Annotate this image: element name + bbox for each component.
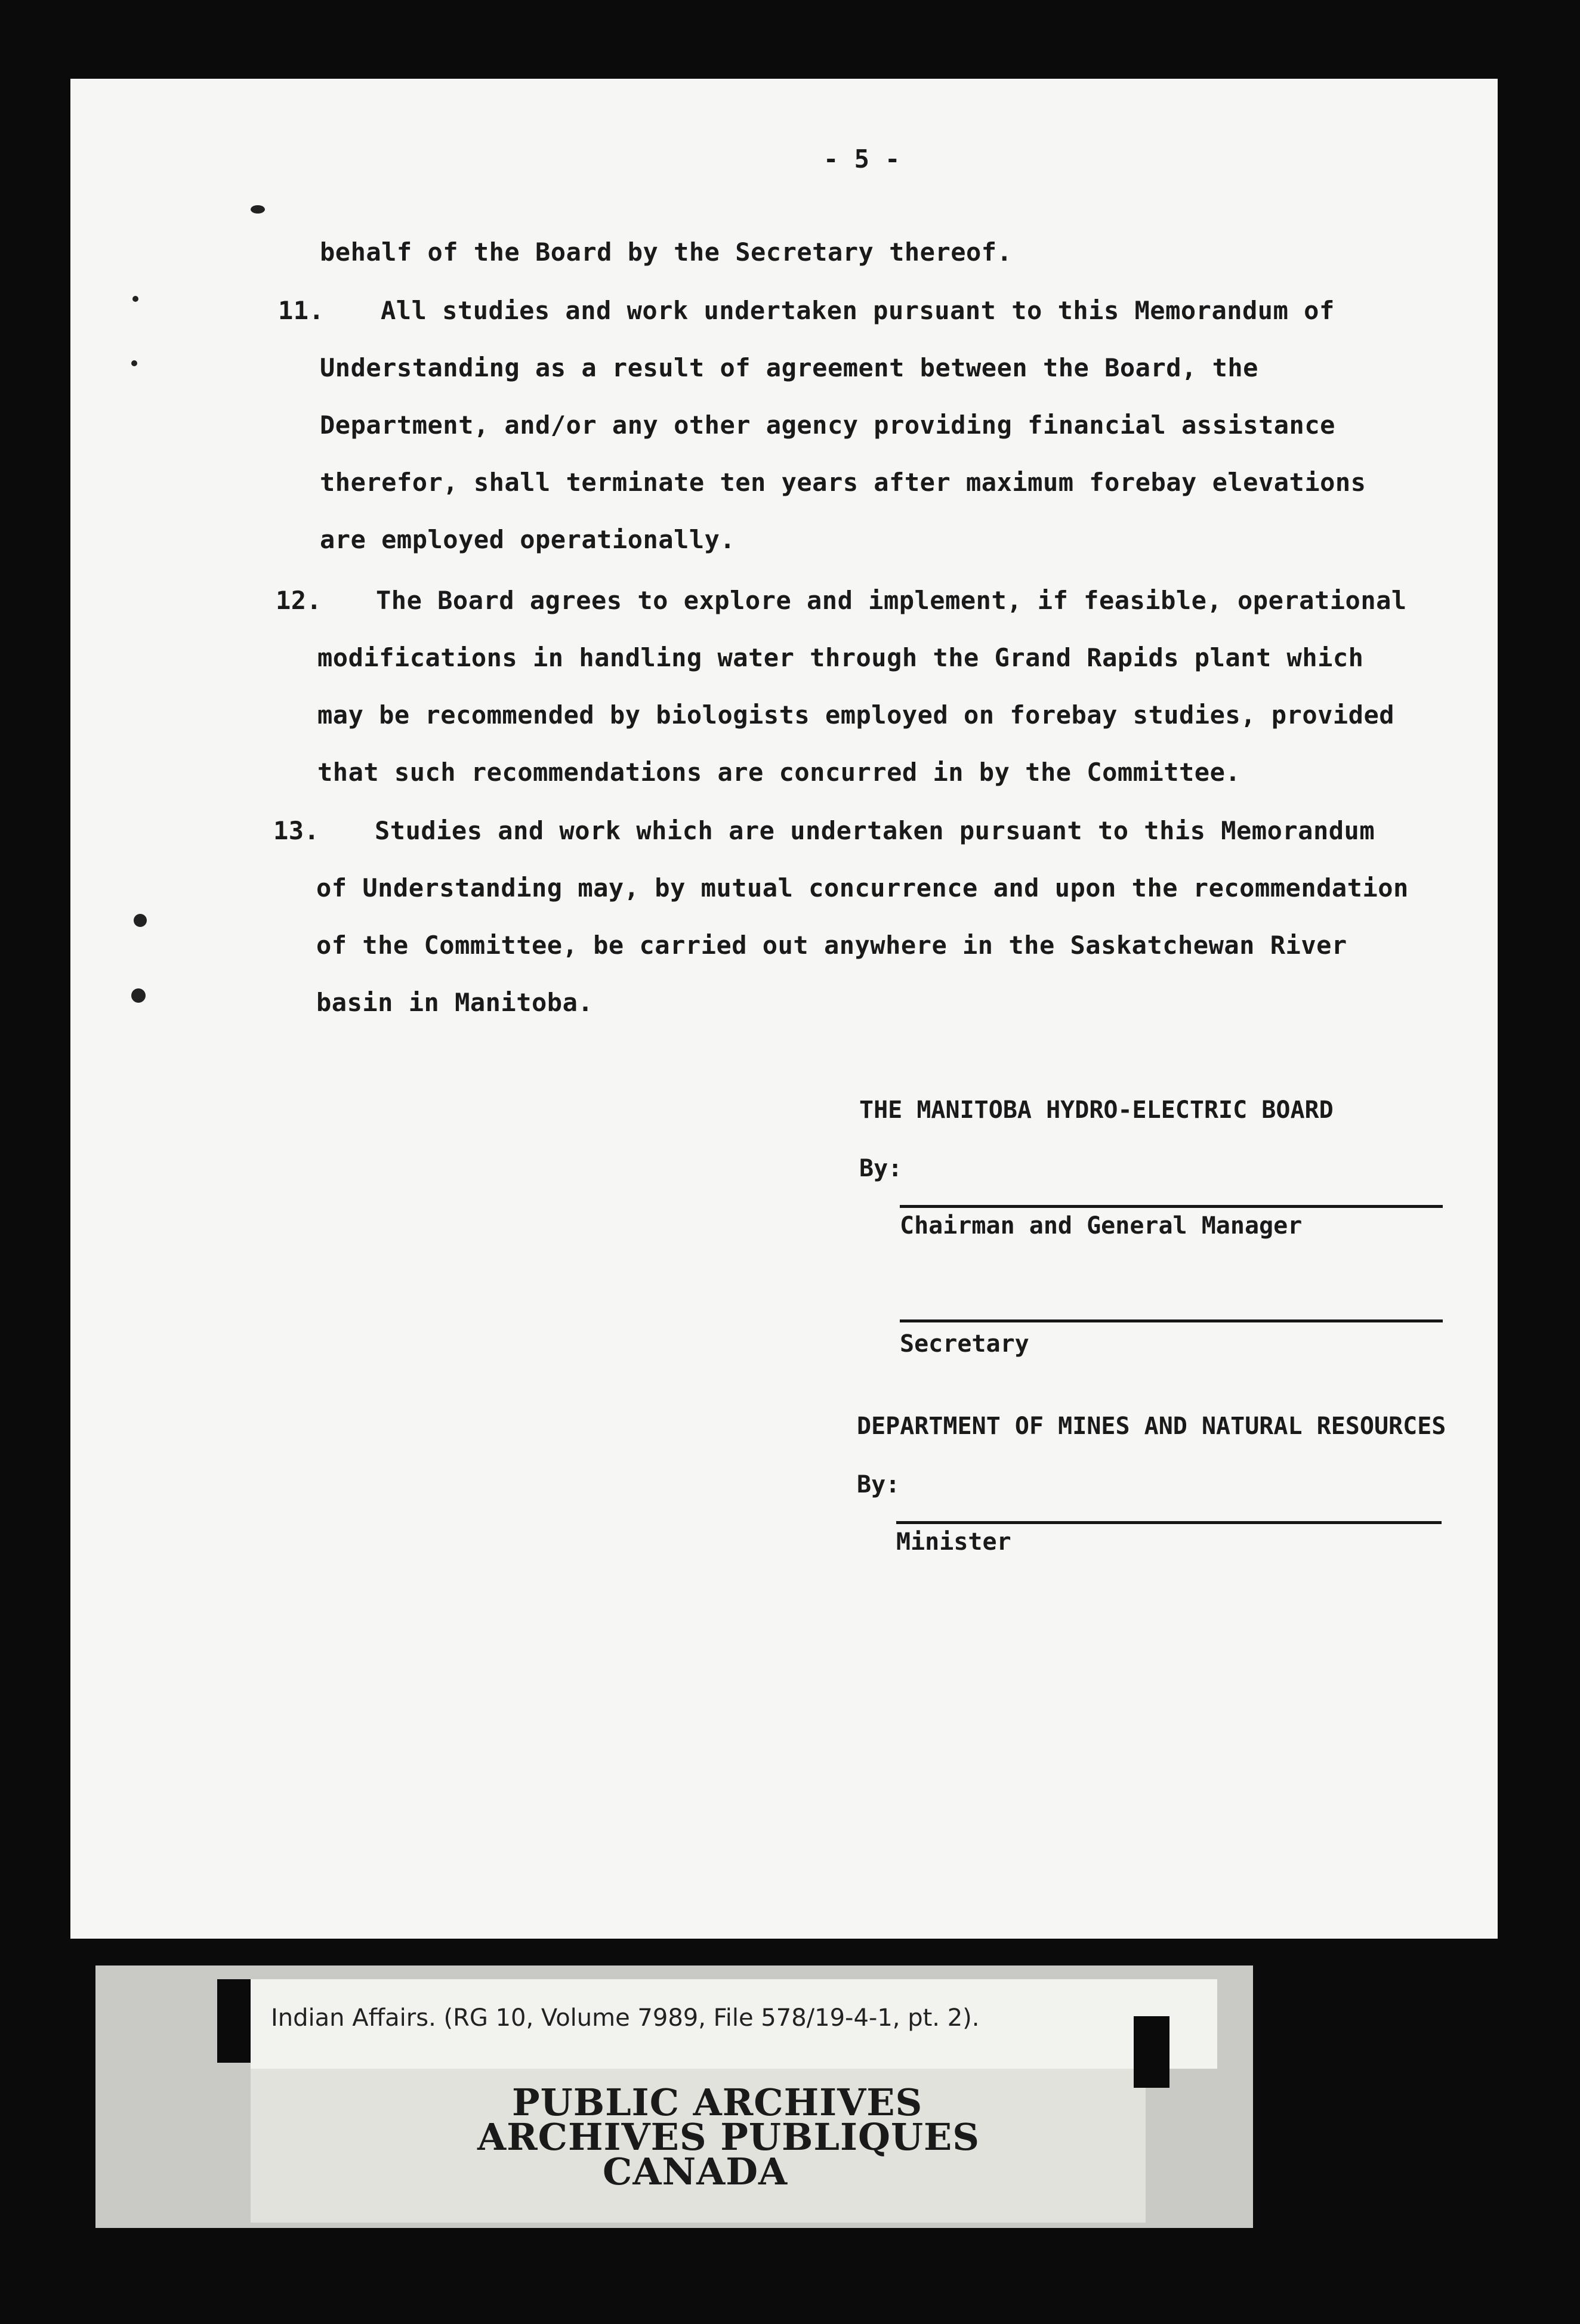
clause-number-11: 11. — [278, 296, 325, 325]
scan-speck — [134, 914, 147, 927]
board-name: THE MANITOBA HYDRO-ELECTRIC BOARD — [859, 1096, 1334, 1124]
scan-speck — [131, 360, 137, 366]
page-number: - 5 - — [823, 144, 900, 174]
signature-rule-secretary — [900, 1319, 1443, 1322]
archive-stamp-line: PUBLIC ARCHIVES — [512, 2081, 923, 2124]
signature-rule-chairman — [900, 1205, 1443, 1208]
body-line: may be recommended by biologists employed on forebay studies, provided — [317, 700, 1395, 730]
body-line: are employed operationally. — [320, 525, 736, 554]
clause-number-13: 13. — [273, 816, 320, 845]
scan-speck — [132, 296, 138, 302]
archive-citation: Indian Affairs. (RG 10, Volume 7989, File 578/19-4-1, pt. 2). — [271, 2004, 980, 2032]
body-line: Understanding as a result of agreement between the Board, the — [320, 353, 1258, 382]
body-line: that such recommendations are concurred in by the Committee. — [317, 758, 1241, 787]
body-line: therefor, shall terminate ten years after maximum forebay elevations — [320, 468, 1366, 497]
body-line: basin in Manitoba. — [316, 988, 594, 1017]
department-name: DEPARTMENT OF MINES AND NATURAL RESOURCES — [857, 1413, 1446, 1440]
archive-stamp-line: ARCHIVES PUBLIQUES — [477, 2115, 980, 2159]
body-line: modifications in handling water through the Grand Rapids plant which — [317, 643, 1364, 672]
scan-speck — [251, 205, 265, 214]
body-line: All studies and work undertaken pursuant to this Memorandum of — [381, 296, 1335, 325]
board-by-label: By: — [859, 1155, 903, 1182]
body-line: behalf of the Board by the Secretary thereof. — [320, 237, 1013, 267]
department-by-label: By: — [857, 1471, 900, 1498]
board-title-chairman: Chairman and General Manager — [900, 1212, 1303, 1240]
scan-speck — [131, 988, 146, 1003]
label-cutout — [217, 1979, 251, 2063]
archive-stamp-line: CANADA — [603, 2150, 788, 2193]
body-line: Studies and work which are undertaken pursuant to this Memorandum — [375, 816, 1375, 845]
department-title-minister: Minister — [896, 1528, 1011, 1556]
signature-rule-minister — [896, 1521, 1442, 1524]
label-cutout — [1134, 2016, 1169, 2088]
body-line: of Understanding may, by mutual concurrence and upon the recommendation — [316, 873, 1409, 903]
document-page — [70, 79, 1498, 1939]
body-line: Department, and/or any other agency providing financial assistance — [320, 410, 1335, 440]
body-line: of the Committee, be carried out anywhere in the Saskatchewan River — [316, 931, 1347, 960]
body-line: The Board agrees to explore and implement, if feasible, operational — [376, 586, 1407, 615]
board-title-secretary: Secretary — [900, 1330, 1029, 1358]
clause-number-12: 12. — [276, 586, 322, 615]
